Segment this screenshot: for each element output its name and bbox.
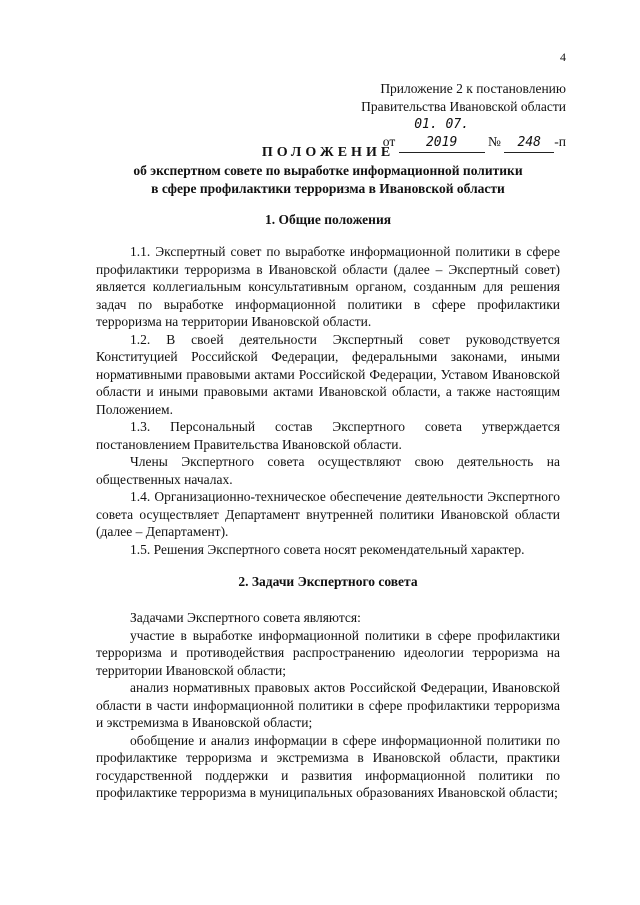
- title-line-1: об экспертном совете по выработке информационной политики: [133, 163, 523, 178]
- title-word: ПОЛОЖЕНИЕ: [261, 145, 395, 160]
- paragraph-2-item-3: обобщение и анализ информации в сфере информационной политики по профилактике терроризма и экстремизма в Ивановской области, практики государственной поддержки и развития информационной политики по профилактике терроризма в муниципальных образованиях Ивановской области;: [96, 732, 560, 800]
- number-suffix: -п: [554, 134, 566, 149]
- section-2-heading: 2. Задачи Экспертного совета: [238, 574, 418, 589]
- page-number: 4: [560, 50, 566, 64]
- document-title: [96, 144, 560, 198]
- paragraph-1-2: 1.2. В своей деятельности Экспертный совет руководствуется Конституцией Российской Федерации, федеральными законами, иными нормативными правовыми актами Российской Федерации, Уставом Ивановской области и иными правовыми актами Ивановской области, а также настоящим Положением.: [96, 331, 560, 417]
- handwritten-number: 248: [504, 134, 554, 153]
- title-line-2: в сфере профилактики терроризма в Ивановской области: [151, 181, 505, 196]
- from-label: от: [382, 134, 396, 149]
- section-1-heading: 1. Общие положения: [264, 212, 392, 227]
- paragraph-2-item-1: участие в выработке информационной политики в сфере профилактики терроризма и противодействия распространению идеологии терроризма на территории Ивановской области;: [96, 627, 560, 678]
- appendix-header: [361, 80, 566, 153]
- appendix-line-1: Приложение 2 к постановлению: [380, 81, 566, 96]
- paragraph-1-3-members: Члены Экспертного совета осуществляют свою деятельность на общественных началах.: [96, 454, 560, 487]
- paragraph-1-4: 1.4. Организационно-техническое обеспечение деятельности Экспертного совета осуществляет Департамент внутренней политики Ивановской области (далее – Департамент).: [96, 489, 560, 539]
- paragraph-2-item-2: анализ нормативных правовых актов Российской Федерации, Ивановской области в части информационной политики в сфере профилактики терроризма и экстремизма в Ивановской области;: [96, 680, 560, 730]
- number-label: №: [488, 134, 501, 149]
- section-2-body: [96, 609, 560, 802]
- paragraph-2-intro: Задачами Экспертного совета являются:: [130, 610, 361, 625]
- paragraph-1-3: 1.3. Персональный состав Экспертного совета утверждается постановлением Правительства Ивановской области.: [96, 419, 560, 452]
- appendix-line-2: Правительства Ивановской области: [361, 99, 566, 114]
- paragraph-1-5: 1.5. Решения Экспертного совета носят рекомендательный характер.: [130, 541, 525, 557]
- section-1-body: [96, 243, 560, 558]
- paragraph-1-1: 1.1. Экспертный совет по выработке информационной политики в сфере профилактики терроризма в Ивановской области (далее – Экспертный совет) является коллегиальным консультативным органом, созданным для решения задач по выработке информационной политики в сфере профилактики терроризма на территории Ивановской области.: [96, 244, 560, 329]
- handwritten-date: 01. 07. 2019: [399, 116, 485, 153]
